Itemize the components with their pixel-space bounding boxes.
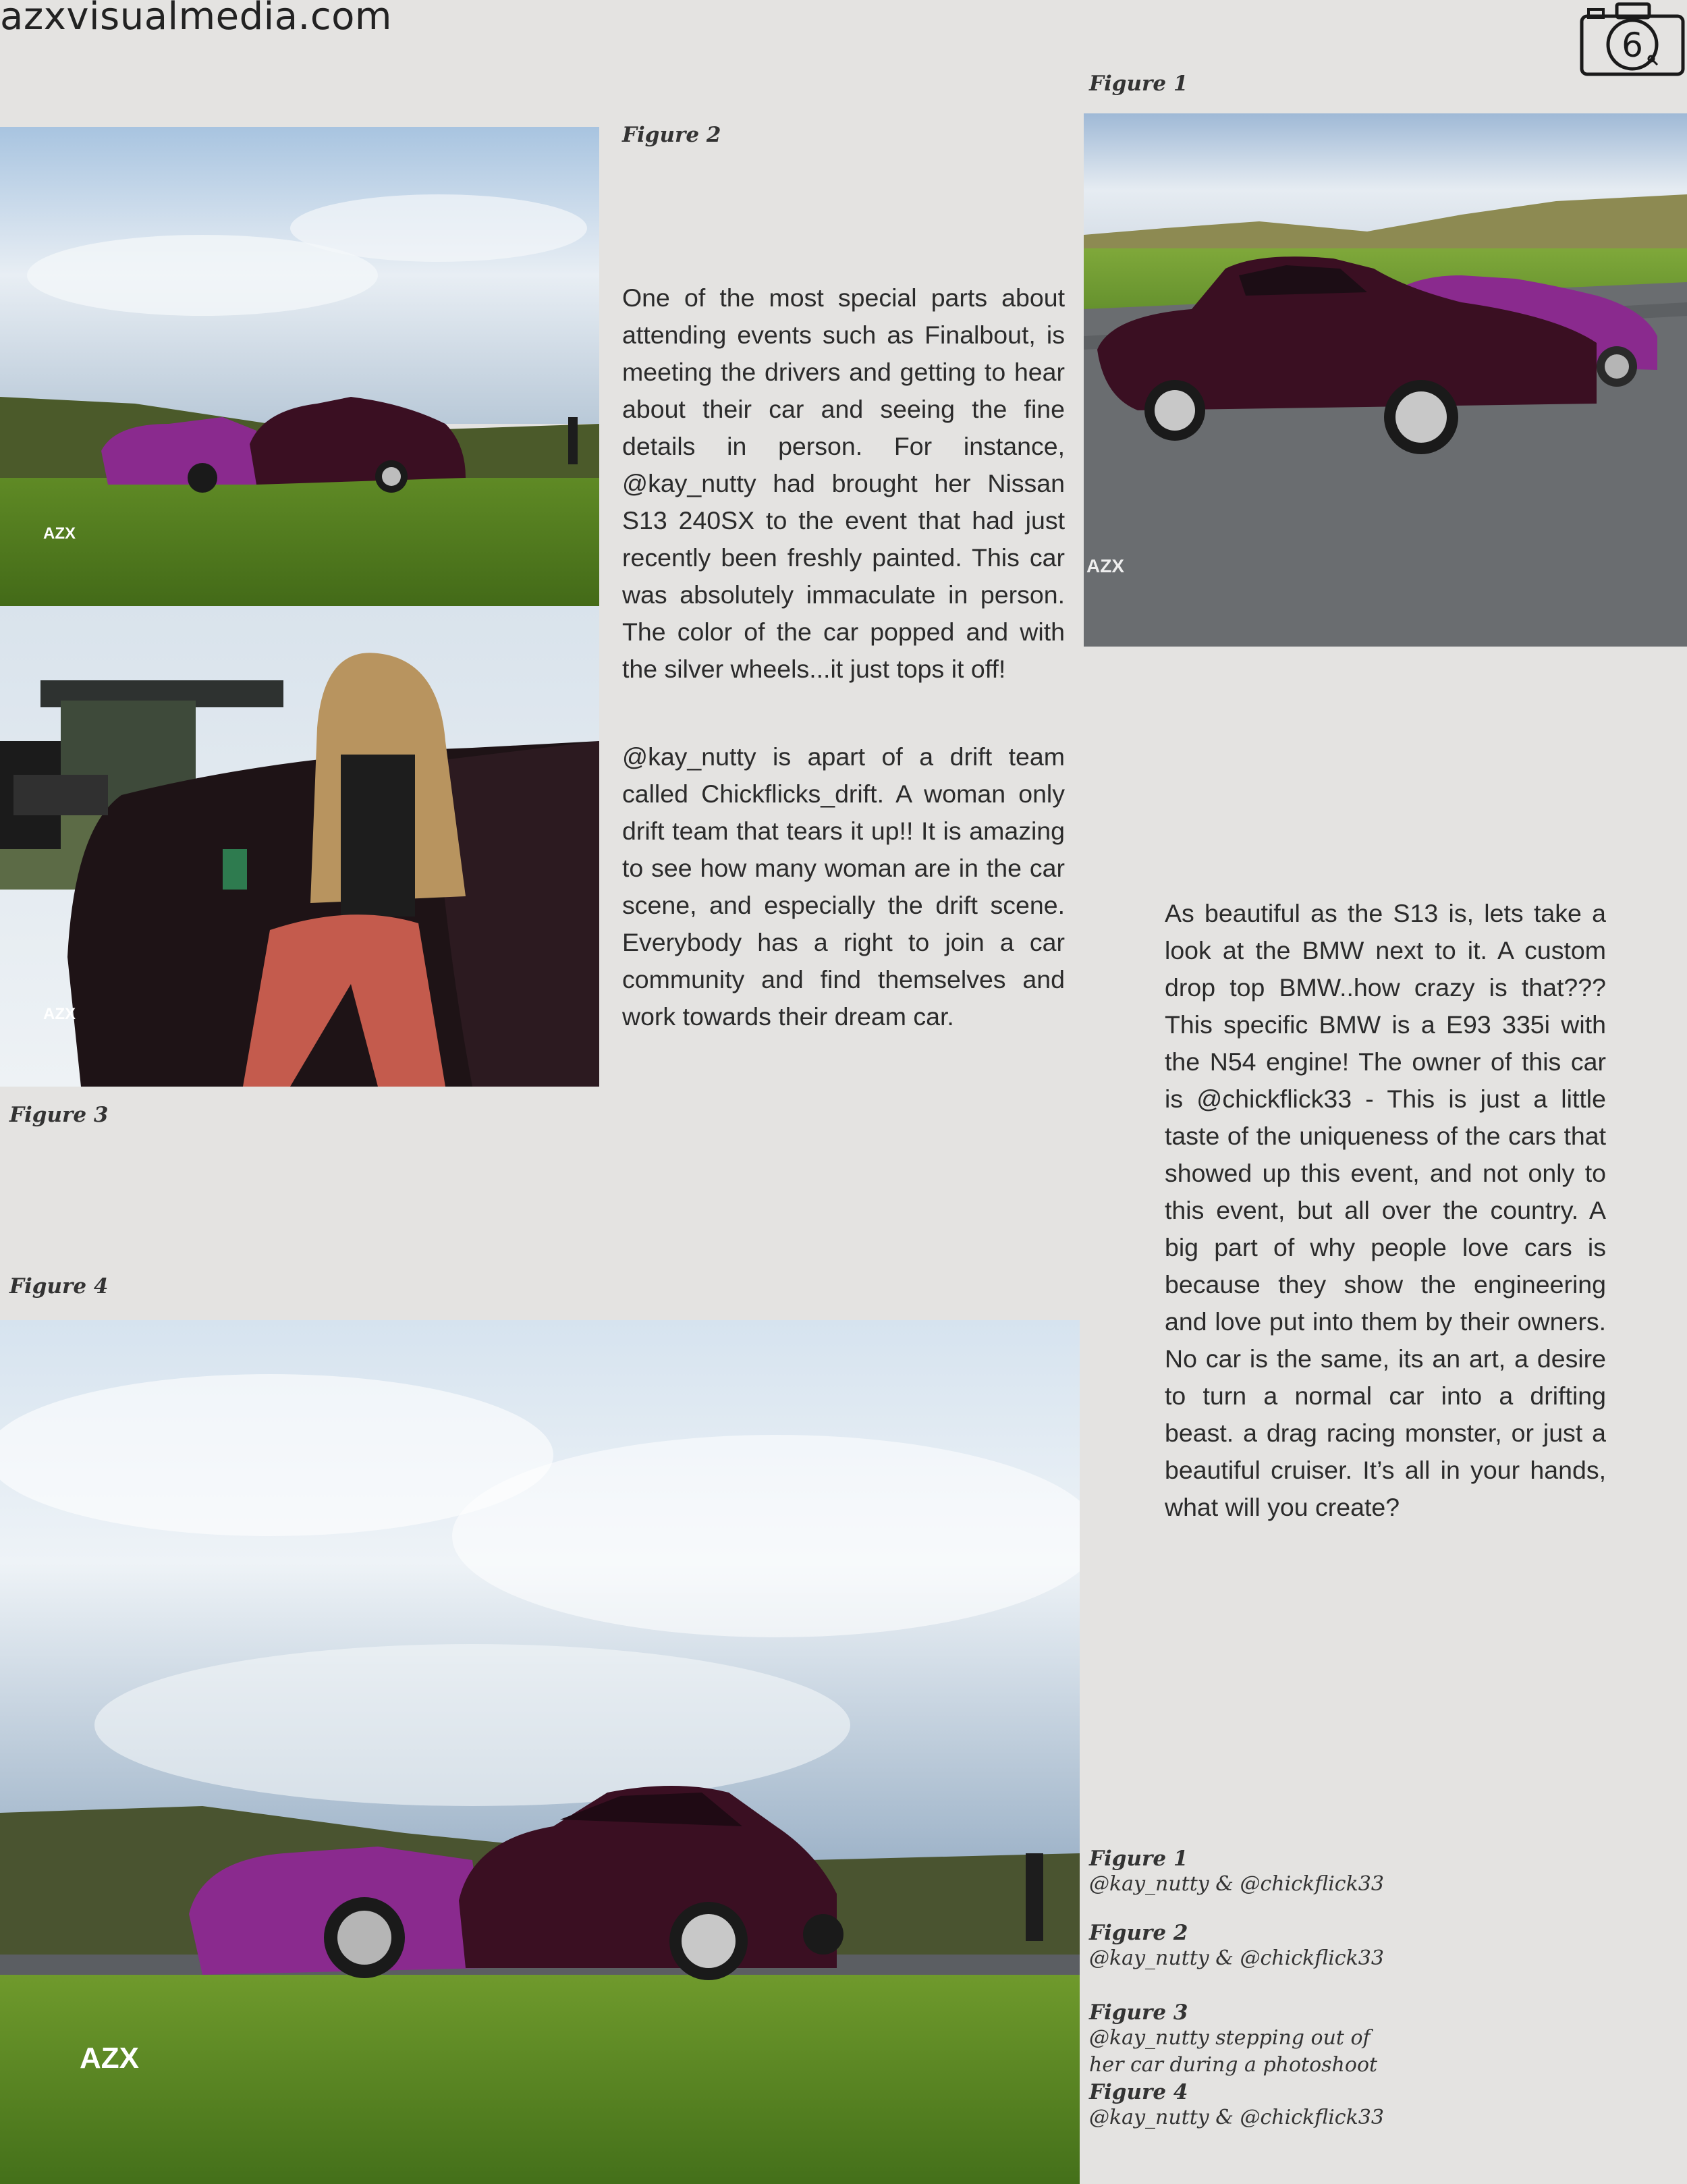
watermark-logo: AZX (80, 2042, 139, 2075)
caption-text: @kay_nutty & @chickflick33 (1089, 1872, 1384, 1896)
figure-2-label: Figure 2 (622, 123, 721, 147)
page-number: 6 (1622, 26, 1643, 65)
figure-1-photo (1084, 113, 1687, 647)
caption-figure-1 (1089, 1847, 1508, 1898)
watermark-logo: AZX (1086, 555, 1124, 576)
figure-3-photo (0, 606, 599, 1087)
caption-figure-3 (1089, 2000, 1508, 2079)
caption-figure-2 (1089, 1921, 1508, 1972)
caption-text: @kay_nutty & @chickflick33 (1089, 2106, 1384, 2129)
caption-label: Figure 1 (1089, 1847, 1188, 1871)
article-paragraph-1: One of the most special parts about attending events such as Finalbout, is meeting the drivers and getting to hear about their car and seeing the fine details in person. For instance, @kay_nutty had brought her Nissan S13 240SX to the event that had just recently been freshly painted. This car was absolutely immaculate in person. The color of the car popped and with the silver wheels...it just tops it off! (622, 283, 1065, 683)
caption-list (1089, 1847, 1508, 2131)
article-paragraph-3: As beautiful as the S13 is, lets take a look at the BMW next to it. A custom drop top BMW..how crazy is that??? This specific BMW is a E93 335i with the N54 engine! The owner of this car is @chickflick33 - This is just a little taste of the uniqueness of the cars that showed up this event, and not only to this event, but all over the country. A big part of why people love cars is because they show the engineering and love put into them by their owners. No car is the same, its an art, a desire to turn a normal car into a drifting beast. a drag racing monster, or just a beautiful cruiser. It’s all in your hands, what will you create? (1165, 899, 1606, 1521)
caption-label: Figure 2 (1089, 1921, 1188, 1945)
figure-4-photo (0, 1320, 1080, 2184)
figure-3-label: Figure 3 (9, 1103, 109, 1127)
site-url[interactable]: azxvisualmedia.com (0, 0, 392, 38)
caption-label: Figure 3 (1089, 2000, 1188, 2025)
figure-4-label: Figure 4 (9, 1274, 109, 1299)
caption-text: @kay_nutty & @chickflick33 (1089, 1946, 1384, 1970)
figure-1-label: Figure 1 (1089, 72, 1188, 96)
watermark-logo: AZX (43, 1005, 76, 1023)
caption-label: Figure 4 (1089, 2080, 1188, 2104)
figure-2-photo (0, 127, 599, 606)
article-paragraph-2: @kay_nutty is apart of a drift team called Chickflicks_drift. A woman only drift team that tears it up!! It is amazing to see how many woman are in the car scene, and especially the drift scene. Everybody has a right to join a car community and find themselves and work towards their dream car. (622, 742, 1065, 1031)
camera-icon (1578, 0, 1687, 78)
watermark-logo: AZX (43, 524, 76, 543)
caption-text: @kay_nutty stepping out of her car during a photoshoot (1089, 2026, 1378, 2077)
caption-figure-4 (1089, 2080, 1508, 2131)
